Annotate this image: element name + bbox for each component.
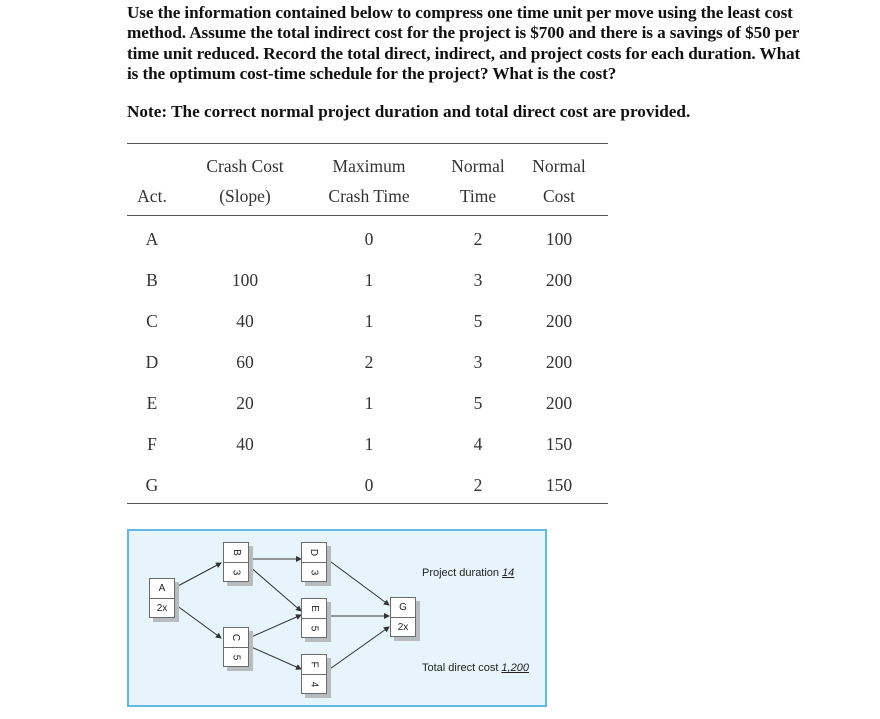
cell-normal-time: 2	[473, 475, 483, 495]
total-direct-cost-value: 1,200	[501, 662, 529, 674]
node-b-label: B	[230, 549, 242, 556]
cell-normal-cost: 200	[545, 270, 573, 290]
header-time: Time	[459, 186, 497, 206]
total-direct-cost-label: Total direct cost	[422, 662, 499, 674]
cell-normal-time: 5	[473, 393, 483, 413]
node-e-duration: 5	[308, 625, 320, 632]
table-bottom-rule	[127, 503, 608, 504]
header-cost: Cost	[542, 186, 576, 206]
cell-max-crash: 0	[364, 475, 374, 495]
header-normal-cost: Normal	[532, 156, 586, 176]
cell-act: A	[145, 229, 159, 249]
cell-max-crash: 1	[364, 393, 374, 413]
node-c-label: C	[230, 633, 242, 642]
cell-act: G	[145, 475, 159, 495]
arrow-a-b	[176, 563, 221, 587]
node-e-label: E	[308, 605, 320, 612]
total-direct-cost	[422, 662, 535, 674]
node-c-duration: 5	[230, 654, 242, 661]
project-duration	[422, 567, 520, 579]
table-top-rule	[127, 143, 608, 144]
node-d-label: D	[308, 548, 320, 557]
cell-normal-time: 2	[473, 229, 483, 249]
node-d	[301, 542, 327, 582]
header-act: Act.	[137, 186, 167, 206]
cell-max-crash: 1	[364, 311, 374, 331]
cell-normal-time: 4	[473, 434, 483, 454]
cell-normal-cost: 100	[545, 229, 573, 249]
arrow-c-e	[249, 615, 301, 638]
note-text: Note: The correct normal project duration and total direct cost are provided.	[127, 102, 691, 121]
cell-normal-time: 3	[473, 352, 483, 372]
cell-slope: 40	[236, 434, 254, 454]
cell-slope: 60	[236, 352, 254, 372]
table-header-rule	[127, 215, 608, 216]
cell-act: F	[147, 434, 157, 454]
network-diagram	[127, 529, 547, 707]
node-b	[223, 542, 249, 582]
project-duration-value: 14	[502, 567, 515, 579]
cell-normal-time: 5	[473, 311, 483, 331]
cell-normal-cost: 150	[545, 434, 573, 454]
header-crash-time: Crash Time	[328, 186, 410, 206]
header-normal-time: Normal	[451, 156, 505, 176]
node-a	[149, 578, 175, 618]
cell-normal-cost: 150	[545, 475, 573, 495]
node-f	[301, 654, 327, 694]
arrow-d-g	[327, 559, 389, 605]
arrow-f-g	[327, 627, 389, 671]
cell-normal-cost: 200	[545, 311, 573, 331]
node-d-duration: 3	[308, 569, 320, 576]
node-f-duration: 4	[308, 681, 320, 688]
node-e	[301, 598, 327, 638]
cell-act: C	[146, 311, 158, 331]
header-crash-cost-slope: (Slope)	[219, 186, 271, 206]
cell-act: E	[146, 393, 158, 413]
node-a-duration: 2x	[156, 603, 168, 614]
cell-slope: 40	[236, 311, 254, 331]
cell-normal-time: 3	[473, 270, 483, 290]
cell-slope: 100	[231, 270, 259, 290]
cell-normal-cost: 200	[545, 393, 573, 413]
arrow-b-e	[249, 566, 301, 611]
arrow-a-c	[176, 605, 221, 638]
cell-act: B	[146, 270, 158, 290]
cell-act: D	[145, 352, 159, 372]
node-g-label: G	[391, 598, 415, 618]
node-c	[223, 627, 249, 667]
network-arrows	[129, 531, 545, 705]
cell-max-crash: 1	[364, 270, 374, 290]
cell-max-crash: 1	[364, 434, 374, 454]
cell-normal-cost: 200	[545, 352, 573, 372]
project-duration-label: Project duration	[422, 567, 500, 579]
node-f-label: F	[308, 661, 320, 668]
cell-max-crash: 0	[364, 229, 374, 249]
node-g	[390, 597, 416, 637]
node-b-duration: 3	[230, 569, 242, 576]
header-maximum: Maximum	[332, 156, 406, 176]
node-g-duration: 2x	[397, 622, 409, 633]
cell-slope: 20	[236, 393, 254, 413]
node-a-label: A	[150, 579, 174, 599]
header-crash-cost: Crash Cost	[206, 156, 284, 176]
cell-max-crash: 2	[364, 352, 374, 372]
question-text: Use the information contained below to compress one time unit per move using the least cost method. Assume the total indirect cost for the project is $700 and there is a savings of $50 per time unit reduced. Record the total direct, indirect, and project costs for each duration. What is the optimum cost-time schedule for the project? What is the cost?	[127, 3, 801, 84]
arrow-c-f	[249, 646, 301, 669]
